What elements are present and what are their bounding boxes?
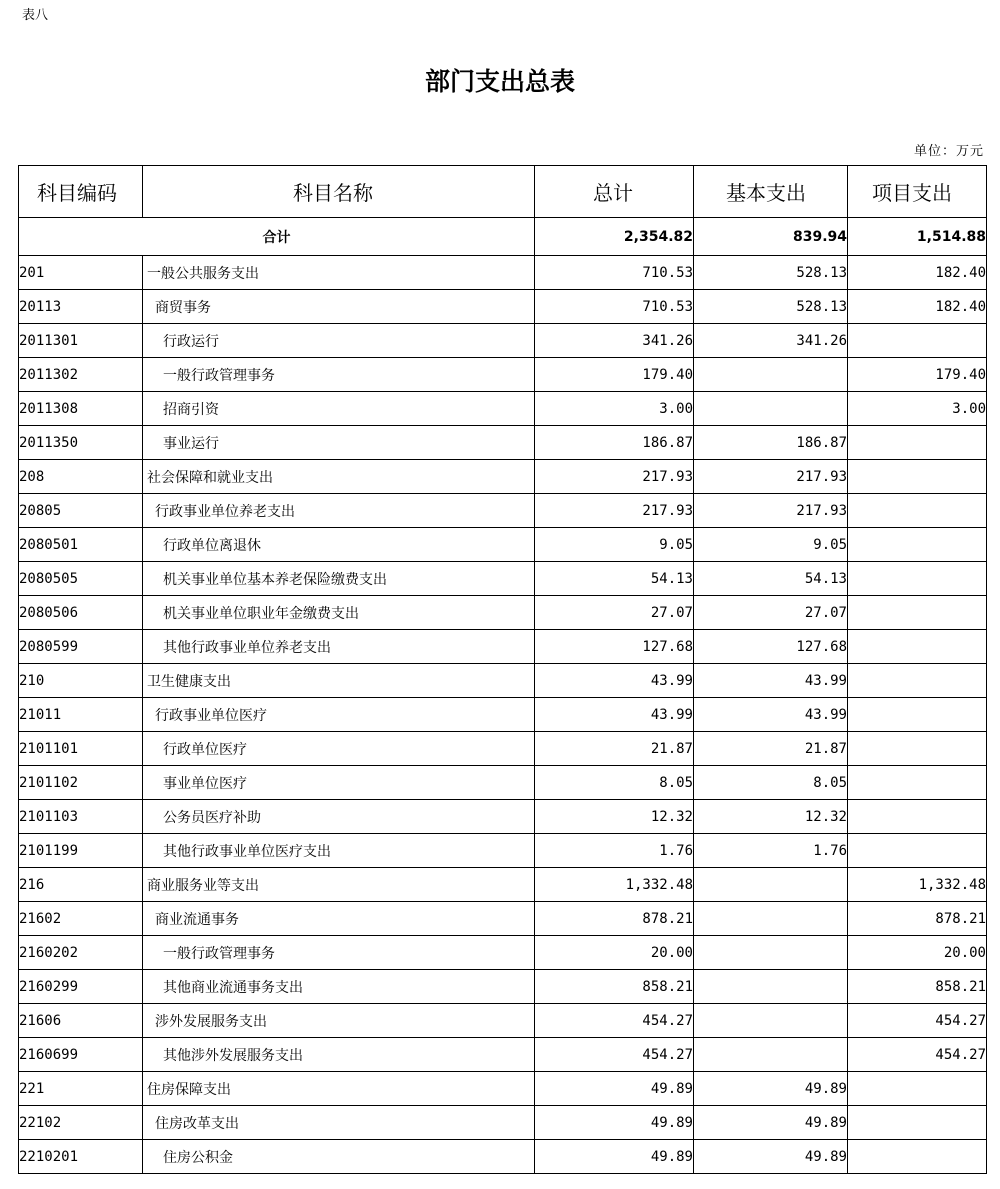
row-name: 机关事业单位职业年金缴费支出 [143,596,535,630]
row-total: 49.89 [535,1140,694,1174]
row-code: 20113 [19,290,143,324]
row-code: 210 [19,664,143,698]
row-project: 179.40 [848,358,987,392]
row-total: 127.68 [535,630,694,664]
row-code: 21602 [19,902,143,936]
row-code: 2080505 [19,562,143,596]
row-name: 商业流通事务 [143,902,535,936]
row-name: 行政运行 [143,324,535,358]
row-basic: 9.05 [694,528,848,562]
table-row [19,596,987,630]
row-code: 216 [19,868,143,902]
table-row [19,1004,987,1038]
row-project: 454.27 [848,1038,987,1072]
table-row [19,1140,987,1174]
row-code: 2101199 [19,834,143,868]
row-name: 商业服务业等支出 [143,868,535,902]
total-row [19,218,987,256]
table-row [19,460,987,494]
row-total: 21.87 [535,732,694,766]
row-basic: 54.13 [694,562,848,596]
row-total: 43.99 [535,698,694,732]
row-name: 一般行政管理事务 [143,358,535,392]
row-code: 2011308 [19,392,143,426]
row-total: 49.89 [535,1106,694,1140]
table-row [19,698,987,732]
table-row [19,426,987,460]
row-total: 186.87 [535,426,694,460]
row-basic: 186.87 [694,426,848,460]
row-project: 858.21 [848,970,987,1004]
row-basic: 21.87 [694,732,848,766]
row-name: 事业运行 [143,426,535,460]
row-project [848,630,987,664]
row-total: 12.32 [535,800,694,834]
row-project: 3.00 [848,392,987,426]
row-code: 2080501 [19,528,143,562]
expenditure-table [18,165,987,1174]
row-basic: 12.32 [694,800,848,834]
row-name: 一般行政管理事务 [143,936,535,970]
row-basic: 528.13 [694,256,848,290]
row-total: 1,332.48 [535,868,694,902]
table-row [19,290,987,324]
row-name: 商贸事务 [143,290,535,324]
row-project [848,664,987,698]
table-row [19,1038,987,1072]
total-project: 1,514.88 [848,218,987,256]
row-name: 机关事业单位基本养老保险缴费支出 [143,562,535,596]
row-basic: 217.93 [694,494,848,528]
row-name: 其他商业流通事务支出 [143,970,535,1004]
column-header-name: 科目名称 [143,166,535,218]
row-project: 454.27 [848,1004,987,1038]
row-code: 2101103 [19,800,143,834]
table-header-row [19,166,987,218]
table-row [19,1106,987,1140]
row-code: 2101101 [19,732,143,766]
row-name: 社会保障和就业支出 [143,460,535,494]
row-total: 1.76 [535,834,694,868]
column-header-total: 总计 [535,166,694,218]
total-basic: 839.94 [694,218,848,256]
row-total: 454.27 [535,1038,694,1072]
row-code: 221 [19,1072,143,1106]
table-row [19,936,987,970]
table-row [19,902,987,936]
row-basic [694,936,848,970]
table-row [19,732,987,766]
row-basic [694,970,848,1004]
row-total: 858.21 [535,970,694,1004]
row-basic: 49.89 [694,1106,848,1140]
row-code: 2101102 [19,766,143,800]
column-header-basic: 基本支出 [694,166,848,218]
row-project [848,1072,987,1106]
table-row [19,664,987,698]
row-project [848,1140,987,1174]
row-project [848,460,987,494]
row-basic [694,868,848,902]
row-code: 2160299 [19,970,143,1004]
table-row [19,358,987,392]
row-project [848,766,987,800]
row-project [848,1106,987,1140]
row-project [848,528,987,562]
row-basic: 1.76 [694,834,848,868]
row-name: 公务员医疗补助 [143,800,535,834]
row-project: 182.40 [848,290,987,324]
table-row [19,256,987,290]
table-row [19,494,987,528]
row-name: 其他涉外发展服务支出 [143,1038,535,1072]
row-total: 54.13 [535,562,694,596]
row-name: 事业单位医疗 [143,766,535,800]
row-basic: 49.89 [694,1072,848,1106]
row-project [848,800,987,834]
row-code: 2210201 [19,1140,143,1174]
row-code: 2080599 [19,630,143,664]
unit-label: 单位：万元 [913,144,984,159]
row-total: 179.40 [535,358,694,392]
row-basic: 49.89 [694,1140,848,1174]
table-number-label: 表八 [22,8,49,23]
row-code: 2011302 [19,358,143,392]
table-row [19,970,987,1004]
row-basic [694,392,848,426]
row-code: 20805 [19,494,143,528]
row-total: 20.00 [535,936,694,970]
row-basic: 43.99 [694,664,848,698]
row-project [848,562,987,596]
row-name: 其他行政事业单位医疗支出 [143,834,535,868]
table-row [19,834,987,868]
row-basic: 127.68 [694,630,848,664]
row-code: 21011 [19,698,143,732]
column-header-project: 项目支出 [848,166,987,218]
column-header-code: 科目编码 [19,166,143,218]
row-name: 住房保障支出 [143,1072,535,1106]
row-project: 182.40 [848,256,987,290]
row-total: 9.05 [535,528,694,562]
row-total: 49.89 [535,1072,694,1106]
row-total: 454.27 [535,1004,694,1038]
row-basic: 43.99 [694,698,848,732]
table-row [19,392,987,426]
page-title: 部门支出总表 [424,67,575,96]
row-code: 201 [19,256,143,290]
row-total: 27.07 [535,596,694,630]
row-total: 710.53 [535,290,694,324]
row-basic: 217.93 [694,460,848,494]
row-code: 2011301 [19,324,143,358]
row-basic: 528.13 [694,290,848,324]
row-total: 341.26 [535,324,694,358]
total-label: 合计 [19,218,535,256]
row-project [848,596,987,630]
row-total: 43.99 [535,664,694,698]
table-row [19,766,987,800]
total-sum: 2,354.82 [535,218,694,256]
row-total: 217.93 [535,460,694,494]
row-project [848,732,987,766]
row-basic [694,1038,848,1072]
row-code: 2160202 [19,936,143,970]
row-project: 878.21 [848,902,987,936]
row-code: 2011350 [19,426,143,460]
row-name: 招商引资 [143,392,535,426]
row-name: 行政事业单位医疗 [143,698,535,732]
row-name: 涉外发展服务支出 [143,1004,535,1038]
table-row [19,324,987,358]
row-code: 22102 [19,1106,143,1140]
row-total: 878.21 [535,902,694,936]
row-name: 一般公共服务支出 [143,256,535,290]
row-project [848,324,987,358]
row-name: 其他行政事业单位养老支出 [143,630,535,664]
row-name: 行政单位离退休 [143,528,535,562]
row-basic [694,1004,848,1038]
row-basic: 341.26 [694,324,848,358]
row-basic [694,358,848,392]
row-total: 3.00 [535,392,694,426]
row-total: 217.93 [535,494,694,528]
row-name: 住房改革支出 [143,1106,535,1140]
row-total: 710.53 [535,256,694,290]
row-project [848,426,987,460]
row-name: 行政事业单位养老支出 [143,494,535,528]
row-project [848,494,987,528]
row-project [848,698,987,732]
row-project [848,834,987,868]
row-basic [694,902,848,936]
table-row [19,868,987,902]
row-project: 20.00 [848,936,987,970]
row-basic: 27.07 [694,596,848,630]
row-name: 卫生健康支出 [143,664,535,698]
table-row [19,630,987,664]
row-name: 住房公积金 [143,1140,535,1174]
row-basic: 8.05 [694,766,848,800]
row-code: 21606 [19,1004,143,1038]
table-row [19,1072,987,1106]
row-code: 2080506 [19,596,143,630]
row-name: 行政单位医疗 [143,732,535,766]
table-row [19,800,987,834]
row-project: 1,332.48 [848,868,987,902]
table-row [19,528,987,562]
table-row [19,562,987,596]
row-total: 8.05 [535,766,694,800]
row-code: 2160699 [19,1038,143,1072]
row-code: 208 [19,460,143,494]
